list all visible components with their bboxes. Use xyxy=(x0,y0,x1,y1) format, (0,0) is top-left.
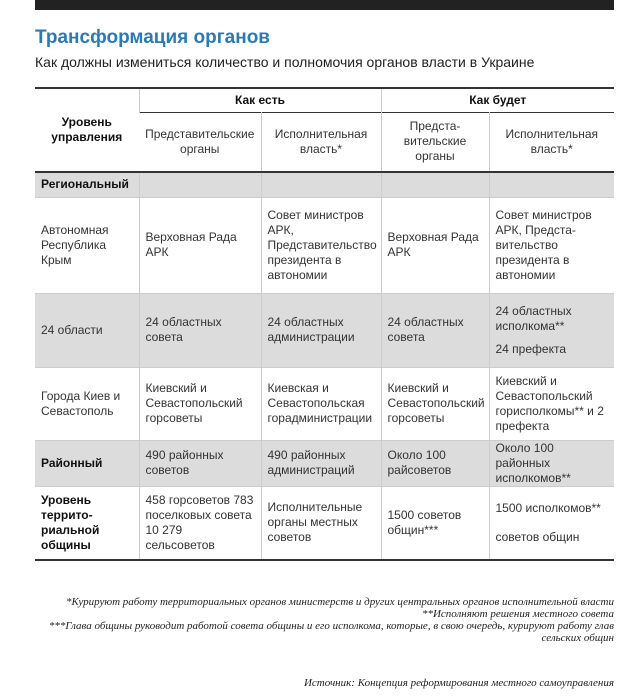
table-cell xyxy=(489,293,614,367)
footnotes xyxy=(35,596,614,644)
table-row xyxy=(35,486,614,560)
cell-line: советов общин xyxy=(495,529,580,544)
table-cell: 24 областных администрации xyxy=(261,293,381,367)
table-cell xyxy=(261,172,381,197)
table-cell: 24 областных совета xyxy=(381,293,489,367)
table-row xyxy=(35,367,614,440)
footnote: *Курируют работу территориальных органов министерств и других центральных органов исполнительной власти xyxy=(66,596,614,608)
row-label: Города Киев и Севастополь xyxy=(41,388,121,418)
cell-line: 1500 исполкомов** xyxy=(495,500,601,515)
table-cell: Верховная Рада АРК xyxy=(381,197,489,293)
footnote: ***Глава общины руководит работой совета общины и его исполкома, которые, в свою очередь, курируют работу глав сельских общин xyxy=(48,620,614,644)
header-group-future: Как будет xyxy=(381,88,614,112)
table-cell xyxy=(139,172,261,197)
table-cell: Исполнительные органы местных советов xyxy=(261,486,381,560)
table-cell: 24 областных совета xyxy=(139,293,261,367)
table-row xyxy=(35,440,614,486)
table-cell: 458 горсоветов 783 поселковых совета 10 279 сельсоветов xyxy=(139,486,261,560)
row-label: Уровень террито-риальной общины xyxy=(41,492,100,552)
top-bar xyxy=(35,0,614,10)
header-group-now: Как есть xyxy=(139,88,381,112)
cell-line: 24 префекта xyxy=(495,341,566,356)
cell-line: 24 областных исполкома** xyxy=(495,303,572,333)
header-future-exec: Исполнительная власть* xyxy=(489,112,614,172)
row-label: Районный xyxy=(35,440,139,486)
table-cell: 490 районных администраций xyxy=(261,440,381,486)
source-note: Источник: Концепция реформирования местного самоуправления xyxy=(303,677,614,689)
table-cell: Киевская и Севастопольская горадминистрации xyxy=(261,367,381,440)
organs-table xyxy=(35,87,614,561)
table-cell xyxy=(489,172,614,197)
table-cell: Киевский и Севастопольский горсоветы xyxy=(381,367,489,440)
table-row xyxy=(35,197,614,293)
row-label: 24 области xyxy=(35,293,139,367)
table-cell xyxy=(381,172,489,197)
footnote: **Исполняют решения местного совета xyxy=(421,608,614,620)
table-cell: Верховная Рада АРК xyxy=(139,197,261,293)
row-label: Региональный xyxy=(35,172,139,197)
table-cell: 1500 советов общин*** xyxy=(381,486,489,560)
page-title: Трансформация органов xyxy=(35,27,270,48)
page-subtitle: Как должны измениться количество и полномочия органов власти в Украине xyxy=(35,54,535,70)
row-label: Автономная Республика Крым xyxy=(41,222,109,267)
table-header-groups xyxy=(35,88,614,112)
table-row xyxy=(35,172,614,197)
table-cell: Киевский и Севастопольский горсоветы xyxy=(139,367,261,440)
table-cell: Киевский и Севастопольский горисполкомы** и 2 префекта xyxy=(489,367,614,440)
table-cell: 490 районных советов xyxy=(139,440,261,486)
header-now-exec: Исполнительная власть* xyxy=(261,112,381,172)
table-cell: Совет министров АРК, Представительство президента в автономии xyxy=(261,197,381,293)
header-level: Уровень управления xyxy=(51,115,123,144)
table-cell: Около 100 райсоветов xyxy=(381,440,489,486)
table-cell xyxy=(489,486,614,560)
header-future-rep: Предста-вительские органы xyxy=(381,112,489,172)
table-row xyxy=(35,293,614,367)
table-cell: Около 100 районных исполкомов** xyxy=(489,440,614,486)
table-cell: Совет министров АРК, Предста-вительство президента в автономии xyxy=(489,197,614,293)
header-now-rep: Представительские органы xyxy=(145,126,255,156)
